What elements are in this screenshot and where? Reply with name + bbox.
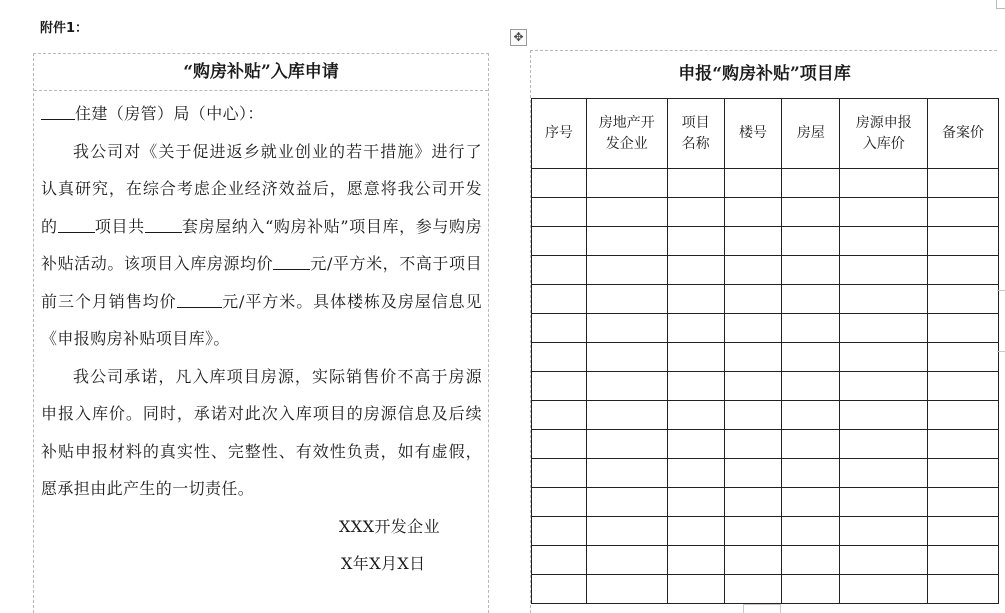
table-cell[interactable] <box>782 517 840 546</box>
table-row <box>532 575 999 604</box>
table-cell[interactable] <box>928 285 999 314</box>
table-cell[interactable] <box>586 488 667 517</box>
table-cell[interactable] <box>586 198 667 227</box>
paragraph-text: 元/平方米，不高于项目前三个月销售均价 <box>41 254 482 311</box>
table-cell[interactable] <box>724 256 782 285</box>
table-cell[interactable] <box>724 546 782 575</box>
table-cell[interactable] <box>840 198 928 227</box>
table-cell[interactable] <box>532 517 587 546</box>
signature-date: X年X月X日 <box>341 554 426 573</box>
application-body <box>34 91 488 583</box>
table-cell[interactable] <box>840 459 928 488</box>
table-cell[interactable] <box>782 256 840 285</box>
salutation-text: 住建（房管）局（中心）： <box>75 104 264 123</box>
table-cell[interactable] <box>928 372 999 401</box>
table-cell[interactable] <box>840 343 928 372</box>
table-cell[interactable] <box>724 430 782 459</box>
application-paragraph-2: 我公司承诺，凡入库项目房源，实际销售价不高于房源申报入库价。同时，承诺对此次入库项目的房源信息及后续补贴申报材料的真实性、完整性、有效性负责，如有虚假，愿承担由此产生的一切责任。 <box>41 366 482 498</box>
fill-in-blank <box>58 216 95 233</box>
column-header: 序号 <box>532 99 587 169</box>
table-cell[interactable] <box>586 256 667 285</box>
table-cell[interactable] <box>782 372 840 401</box>
column-header: 项目 名称 <box>667 99 724 169</box>
project-table <box>531 98 999 604</box>
table-cell[interactable] <box>724 285 782 314</box>
table-cell[interactable] <box>586 314 667 343</box>
table-cell[interactable] <box>667 198 724 227</box>
table-cell[interactable] <box>724 517 782 546</box>
table-cell[interactable] <box>667 575 724 604</box>
table-row <box>532 169 999 198</box>
table-cell[interactable] <box>667 169 724 198</box>
table-cell[interactable] <box>928 343 999 372</box>
table-cell[interactable] <box>532 198 587 227</box>
table-cell[interactable] <box>667 227 724 256</box>
fill-in-blank <box>273 253 310 270</box>
table-cell[interactable] <box>532 314 587 343</box>
table-cell[interactable] <box>840 517 928 546</box>
table-cell[interactable] <box>532 343 587 372</box>
table-cell[interactable] <box>586 401 667 430</box>
table-cell[interactable] <box>586 459 667 488</box>
table-cell[interactable] <box>724 372 782 401</box>
table-cell[interactable] <box>840 314 928 343</box>
table-cell[interactable] <box>928 169 999 198</box>
table-row <box>532 285 999 314</box>
table-cell[interactable] <box>782 546 840 575</box>
table-cell[interactable] <box>928 575 999 604</box>
table-cell[interactable] <box>840 256 928 285</box>
table-cell[interactable] <box>782 198 840 227</box>
table-cell[interactable] <box>532 169 587 198</box>
application-title: “购房补贴”入库申请 <box>34 54 488 91</box>
table-cell[interactable] <box>840 169 928 198</box>
table-cell[interactable] <box>782 459 840 488</box>
column-header: 房地产开 发企业 <box>586 99 667 169</box>
table-row <box>532 372 999 401</box>
application-form <box>33 53 489 613</box>
table-cell[interactable] <box>928 459 999 488</box>
table-cell[interactable] <box>667 401 724 430</box>
table-cell[interactable] <box>532 575 587 604</box>
table-cell[interactable] <box>782 169 840 198</box>
table-cell[interactable] <box>586 372 667 401</box>
table-cell[interactable] <box>586 343 667 372</box>
table-cell[interactable] <box>928 314 999 343</box>
table-cell[interactable] <box>724 169 782 198</box>
project-table-title: 申报“购房补贴”项目库 <box>678 64 851 84</box>
table-cell[interactable] <box>667 285 724 314</box>
column-header: 房屋 <box>782 99 840 169</box>
table-cell[interactable] <box>667 314 724 343</box>
table-cell[interactable] <box>532 372 587 401</box>
table-row <box>532 401 999 430</box>
table-cell[interactable] <box>782 430 840 459</box>
table-cell[interactable] <box>532 401 587 430</box>
table-cell[interactable] <box>667 343 724 372</box>
table-cell[interactable] <box>928 198 999 227</box>
table-cell[interactable] <box>782 285 840 314</box>
table-cell[interactable] <box>724 488 782 517</box>
table-cell[interactable] <box>667 546 724 575</box>
table-row <box>532 430 999 459</box>
table-row <box>532 459 999 488</box>
table-cell[interactable] <box>532 227 587 256</box>
table-cell[interactable] <box>667 256 724 285</box>
table-cell[interactable] <box>928 401 999 430</box>
signature-company: XXX开发企业 <box>339 516 440 536</box>
fill-in-blank <box>145 216 182 233</box>
table-row <box>532 343 999 372</box>
table-cell[interactable] <box>840 227 928 256</box>
table-cell[interactable] <box>840 546 928 575</box>
column-header: 楼号 <box>724 99 782 169</box>
table-cell[interactable] <box>532 546 587 575</box>
agency-blank <box>41 103 75 120</box>
table-cell[interactable] <box>724 575 782 604</box>
table-cell[interactable] <box>667 459 724 488</box>
table-row <box>532 256 999 285</box>
application-paragraph-1 <box>41 133 482 358</box>
page-side-mark <box>997 290 1005 352</box>
table-cell[interactable] <box>724 198 782 227</box>
fill-in-blank <box>177 291 222 308</box>
column-header: 房源申报 入库价 <box>840 99 928 169</box>
table-cell[interactable] <box>667 517 724 546</box>
table-cell[interactable] <box>840 401 928 430</box>
table-cell[interactable] <box>782 575 840 604</box>
table-cell[interactable] <box>586 546 667 575</box>
salutation-line <box>41 95 482 133</box>
table-cell[interactable] <box>586 169 667 198</box>
table-cell[interactable] <box>532 285 587 314</box>
table-cell[interactable] <box>532 430 587 459</box>
page-bottom-mark <box>743 604 781 613</box>
table-cell[interactable] <box>532 459 587 488</box>
table-cell[interactable] <box>724 459 782 488</box>
table-cell[interactable] <box>840 575 928 604</box>
column-header: 备案价 <box>928 99 999 169</box>
table-cell[interactable] <box>667 488 724 517</box>
table-cell[interactable] <box>667 372 724 401</box>
table-cell[interactable] <box>586 227 667 256</box>
attachment-label: 附件1： <box>40 21 89 36</box>
table-cell[interactable] <box>928 517 999 546</box>
table-cell[interactable] <box>586 285 667 314</box>
paragraph-text: 套房屋纳入“购房补贴”项目库，参与购房补贴活动。该项目入库房源均价 <box>41 216 483 273</box>
table-row <box>532 314 999 343</box>
table-cell[interactable] <box>782 488 840 517</box>
table-row <box>532 227 999 256</box>
table-cell[interactable] <box>782 314 840 343</box>
table-cell[interactable] <box>532 256 587 285</box>
table-cell[interactable] <box>724 314 782 343</box>
project-table-header <box>532 99 999 169</box>
table-row <box>532 198 999 227</box>
table-move-handle-icon[interactable]: ✥ <box>510 29 527 46</box>
table-cell[interactable] <box>724 227 782 256</box>
table-row <box>532 517 999 546</box>
table-cell[interactable] <box>782 343 840 372</box>
table-cell[interactable] <box>840 285 928 314</box>
table-cell[interactable] <box>928 546 999 575</box>
table-cell[interactable] <box>928 488 999 517</box>
table-cell[interactable] <box>840 488 928 517</box>
page-corner-mark <box>996 0 1005 9</box>
table-cell[interactable] <box>840 430 928 459</box>
table-cell[interactable] <box>667 430 724 459</box>
table-cell[interactable] <box>586 517 667 546</box>
table-cell[interactable] <box>928 227 999 256</box>
table-cell[interactable] <box>724 401 782 430</box>
table-cell[interactable] <box>586 430 667 459</box>
table-cell[interactable] <box>586 575 667 604</box>
table-row <box>532 546 999 575</box>
table-cell[interactable] <box>532 488 587 517</box>
table-cell[interactable] <box>928 430 999 459</box>
project-table-section <box>530 50 997 613</box>
table-cell[interactable] <box>928 256 999 285</box>
paragraph-text: 元/平方米。具体楼栋及房屋信息见《申报购房补贴项目库》。 <box>41 291 483 348</box>
table-cell[interactable] <box>782 227 840 256</box>
table-cell[interactable] <box>840 372 928 401</box>
paragraph-text: 我公司对《关于促进返乡就业创业的若干措施》进行了认真研究，在综合考虑企业经济效益后，愿意将我公司开发的 <box>41 141 482 236</box>
table-cell[interactable] <box>724 343 782 372</box>
paragraph-text: 项目共 <box>94 216 145 236</box>
table-row <box>532 488 999 517</box>
table-cell[interactable] <box>782 401 840 430</box>
